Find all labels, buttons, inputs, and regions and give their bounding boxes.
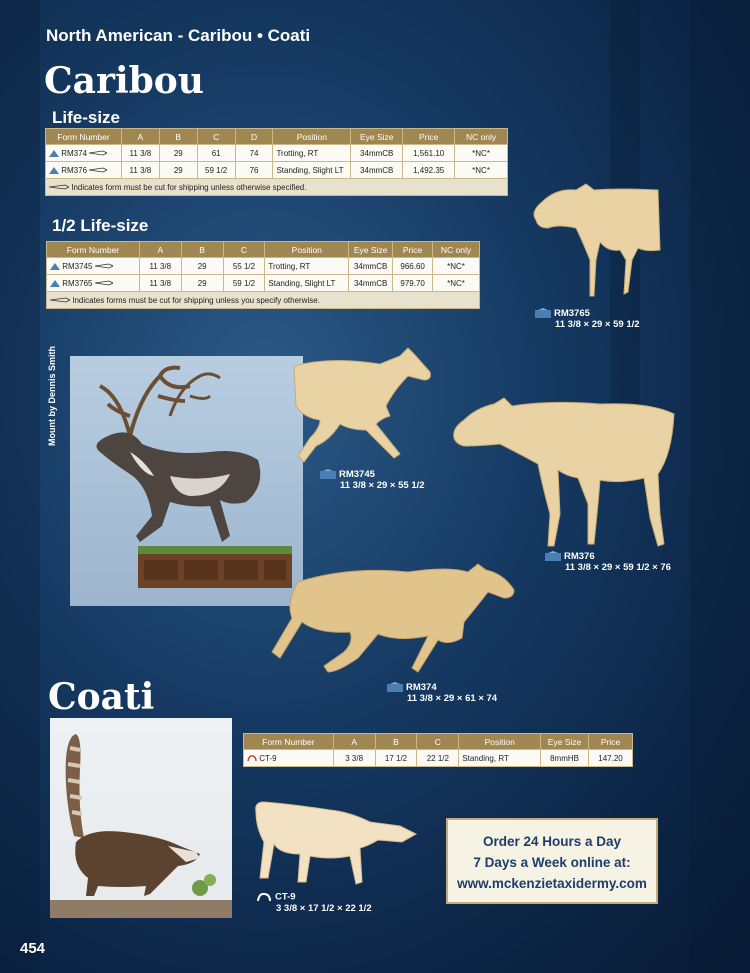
note-text: Indicates forms must be cut for shipping unless you specify otherwise. <box>72 295 320 305</box>
page-number: 454 <box>20 940 46 957</box>
table-note <box>47 292 480 309</box>
table-note-row <box>47 292 480 309</box>
half-form-icon <box>545 551 561 561</box>
table-cell: 34mmCB <box>351 162 403 179</box>
rm374-label <box>387 682 497 704</box>
table-cell: 55 1/2 <box>223 258 265 275</box>
coati-photo <box>50 718 232 918</box>
column-header: A <box>333 734 375 750</box>
table-cell: 11 3/8 <box>139 275 181 292</box>
column-header: Eye Size <box>541 734 589 750</box>
label-code: RM3745 <box>339 469 375 480</box>
label-code: CT-9 <box>275 891 296 903</box>
order-line: 7 Days a Week online at: <box>473 855 631 870</box>
order-box <box>446 818 658 904</box>
form-number-cell <box>47 275 140 292</box>
lifesize-subtitle: Life-size <box>52 108 121 127</box>
saw-icon <box>89 167 107 174</box>
column-header: Position <box>265 242 349 258</box>
table-row <box>47 258 480 275</box>
label-code: RM3765 <box>554 308 590 319</box>
table-cell: 34mmCB <box>349 275 393 292</box>
half-form-icon <box>535 308 551 318</box>
table-header-row <box>244 734 633 750</box>
table-cell: *NC* <box>433 258 480 275</box>
table-cell: 147.20 <box>589 750 633 767</box>
coati-illustration <box>50 718 232 918</box>
label-dims: 11 3/8 × 29 × 55 1/2 <box>340 480 425 491</box>
table-cell: 979.70 <box>393 275 433 292</box>
half-form-icon <box>50 280 60 287</box>
column-header: B <box>181 242 223 258</box>
order-line: Order 24 Hours a Day <box>482 834 622 849</box>
table-cell: 11 3/8 <box>139 258 181 275</box>
form-number-cell <box>46 162 122 179</box>
coati-title: Coati <box>48 676 155 718</box>
table-header-row <box>46 129 508 145</box>
table-cell: *NC* <box>433 275 480 292</box>
table-cell: 34mmCB <box>349 258 393 275</box>
table-cell: 3 3/8 <box>333 750 375 767</box>
page-header: North American - Caribou • Coati <box>46 26 311 45</box>
table-cell: 29 <box>181 258 223 275</box>
label-dims: 11 3/8 × 29 × 61 × 74 <box>407 693 498 704</box>
half-form-icon <box>49 150 59 157</box>
caribou-title: Caribou <box>44 60 204 102</box>
rm3765-form-image <box>528 180 668 300</box>
table-cell: 8mmHB <box>541 750 589 767</box>
table-cell: 11 3/8 <box>121 145 159 162</box>
column-header: B <box>159 129 197 145</box>
rm374-form-image <box>268 562 518 682</box>
column-header: Position <box>273 129 351 145</box>
column-header: Form Number <box>46 129 122 145</box>
half-form-icon <box>50 263 60 270</box>
rm3745-form-image <box>290 346 440 466</box>
label-dims: 11 3/8 × 29 × 59 1/2 <box>555 319 640 330</box>
lifesize-table <box>45 128 508 196</box>
ct9-label <box>256 891 372 914</box>
table-cell: 17 1/2 <box>375 750 417 767</box>
note-text: Indicates form must be cut for shipping unless otherwise specified. <box>71 182 307 192</box>
half-form-icon <box>49 167 59 174</box>
table-cell: *NC* <box>455 145 508 162</box>
table-cell: 966.60 <box>393 258 433 275</box>
saw-icon <box>95 263 113 270</box>
small-mammal-icon <box>256 891 272 903</box>
form-number-cell <box>244 750 334 767</box>
saw-icon <box>50 297 70 304</box>
table-cell: 61 <box>197 145 235 162</box>
table-note-row <box>46 179 508 196</box>
column-header: NC only <box>433 242 480 258</box>
table-cell: 1,492.35 <box>403 162 455 179</box>
mount-credit: Mount by Dennis Smith <box>47 346 57 446</box>
form-number: CT-9 <box>259 753 277 763</box>
table-row <box>47 275 480 292</box>
column-header: D <box>235 129 273 145</box>
column-header: Position <box>459 734 541 750</box>
rm376-label <box>545 551 671 573</box>
table-header-row <box>47 242 480 258</box>
label-dims: 11 3/8 × 29 × 59 1/2 × 76 <box>565 562 671 573</box>
half-form-icon <box>320 469 336 479</box>
column-header: Price <box>589 734 633 750</box>
column-header: C <box>417 734 459 750</box>
table-cell: Standing, Slight LT <box>265 275 349 292</box>
rm376-form-image <box>450 394 680 554</box>
table-note <box>46 179 508 196</box>
table-cell: 59 1/2 <box>223 275 265 292</box>
table-cell: Trotting, RT <box>273 145 351 162</box>
table-cell: 29 <box>181 275 223 292</box>
column-header: Eye Size <box>349 242 393 258</box>
column-header: Eye Size <box>351 129 403 145</box>
table-cell: 34mmCB <box>351 145 403 162</box>
column-header: B <box>375 734 417 750</box>
table-cell: Trotting, RT <box>265 258 349 275</box>
order-website-link[interactable]: www.mckenzietaxidermy.com <box>457 876 647 891</box>
form-number: RM376 <box>61 165 88 175</box>
table-row <box>46 145 508 162</box>
table-cell: 59 1/2 <box>197 162 235 179</box>
column-header: A <box>139 242 181 258</box>
rm3765-label <box>535 308 640 330</box>
form-number: RM374 <box>61 148 88 158</box>
small-mammal-icon <box>247 754 257 762</box>
table-row <box>46 162 508 179</box>
half-form-icon <box>387 682 403 692</box>
column-header: C <box>197 129 235 145</box>
table-cell: 1,561.10 <box>403 145 455 162</box>
table-cell: 22 1/2 <box>417 750 459 767</box>
table-cell: 74 <box>235 145 273 162</box>
rm3745-label <box>320 469 425 491</box>
label-dims: 3 3/8 × 17 1/2 × 22 1/2 <box>276 903 372 914</box>
form-number: RM3745 <box>62 261 93 271</box>
table-cell: 29 <box>159 162 197 179</box>
ct9-form-image <box>250 798 420 888</box>
column-header: NC only <box>455 129 508 145</box>
background-tree <box>0 0 40 973</box>
saw-icon <box>95 280 113 287</box>
table-cell: 29 <box>159 145 197 162</box>
halfsize-subtitle: 1/2 Life-size <box>52 216 149 235</box>
column-header: Form Number <box>244 734 334 750</box>
form-number-cell <box>46 145 122 162</box>
background-tree <box>690 0 750 973</box>
saw-icon <box>49 184 69 191</box>
label-code: RM374 <box>406 682 437 693</box>
column-header: C <box>223 242 265 258</box>
column-header: Price <box>403 129 455 145</box>
saw-icon <box>89 150 107 157</box>
table-cell: 76 <box>235 162 273 179</box>
table-cell: *NC* <box>455 162 508 179</box>
coati-table <box>243 733 633 767</box>
halfsize-table <box>46 241 480 309</box>
table-row <box>244 750 633 767</box>
form-number-cell <box>47 258 140 275</box>
column-header: Form Number <box>47 242 140 258</box>
column-header: Price <box>393 242 433 258</box>
table-cell: Standing, RT <box>459 750 541 767</box>
column-header: A <box>121 129 159 145</box>
form-number: RM3765 <box>62 278 93 288</box>
table-cell: 11 3/8 <box>121 162 159 179</box>
table-cell: Standing, Slight LT <box>273 162 351 179</box>
label-code: RM376 <box>564 551 595 562</box>
